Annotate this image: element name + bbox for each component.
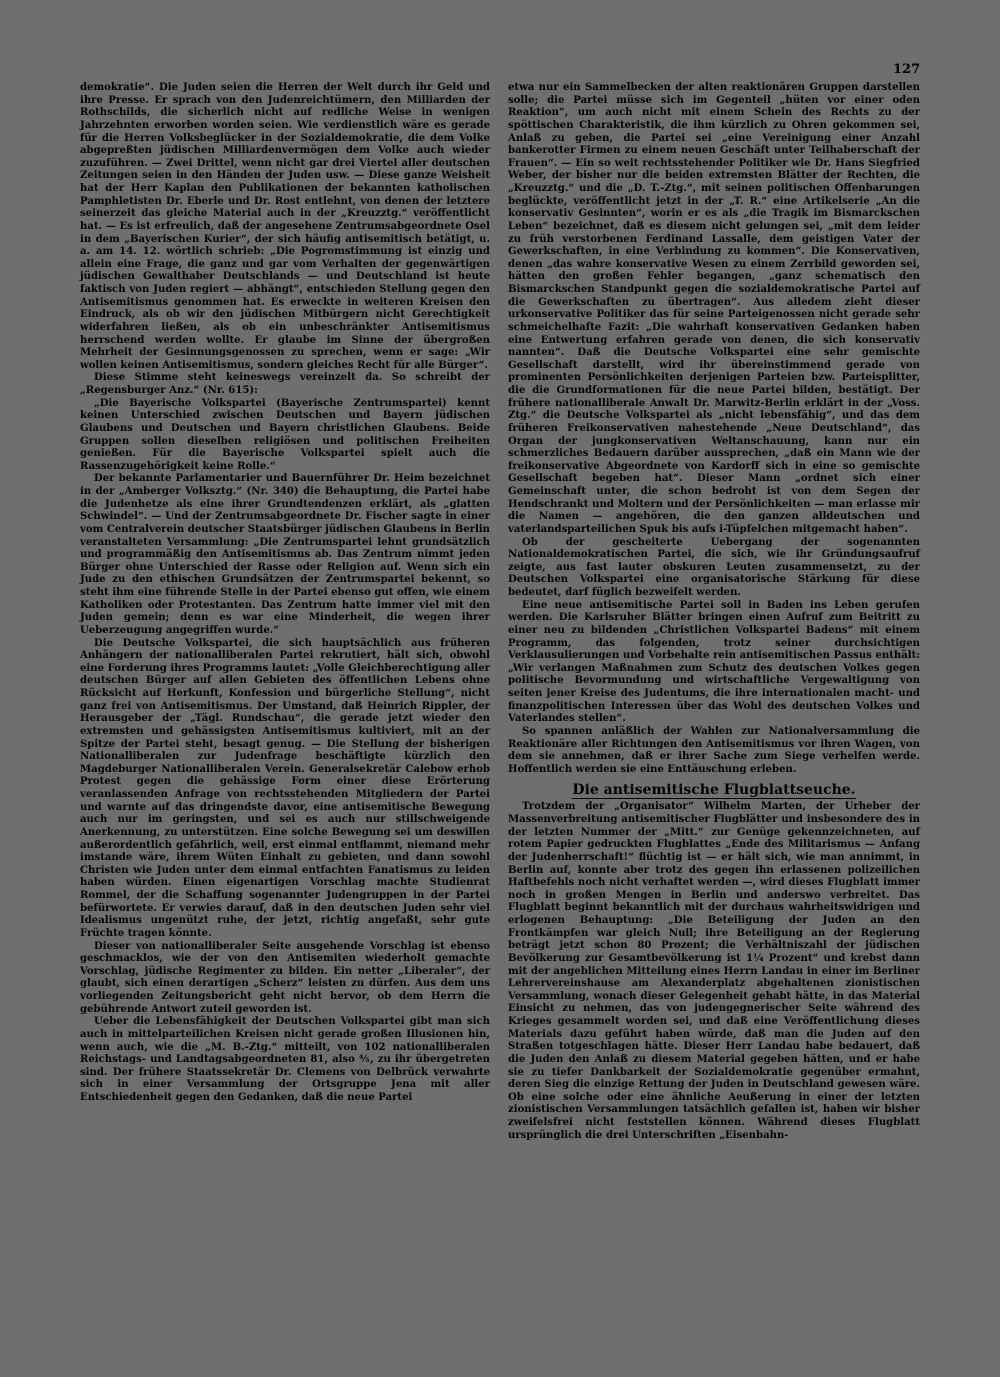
section-heading-text: Die antisemitische Flugblattseuche. [572, 782, 856, 799]
right-paragraph: etwa nur ein Sammelbecken der alten reaktionären Gruppen darstellen solle; die Partei müsse sich im Gegenteil „hüten vor einer oden Reaktion“, um auch nicht mit einem Schein des Rechts zu der spöttischen Charakteristik, die ihm kürzlich zu Ohren gekommen sei, Anlaß zu geben, die Partei sei „eine Vereinigung einer Anzahl bankerotter Firmen zu einem neuen Geschäft unter Teilhaberschaft der Frauen“. — Ein so weit rechtsstehender Politiker wie Dr. Hans Siegfried Weber, der bisher nur die beiden extremsten Blätter der Rechten, die „Kreuzztg.“ und die „D. T.-Ztg.“, mit seinen politischen Offenbarungen beglückte, veröffentlicht jetzt in der „T. R.“ eine Artikelserie „An die konservativ Gesinnten“, worin er es als „die Tragik im Bismarckschen Leben“ bezeichnet, daß es diesem nicht gelungen sei, „mit dem leider zu früh verstorbenen Ferdinand Lassalle, dem geistigen Vater der Gewerkschaften, in eine Verbindung zu kommen“. Die Konservativen, denen „das wahre konservative Wesen zu einem Zerrbild geworden sei, hätten den großen Fehler begangen, „ganz schematisch den Bismarckschen Standpunkt gegen die sozialdemokratische Partei auf die Gewerkschaften zu übertragen“. Aus alledem zieht dieser urkonservative Politiker das für seine Parteigenossen nicht gerade sehr schmeichelhafte Fazit: „Die wahrhaft konservativen Gedanken haben eine Entwertung erfahren gerade von denen, die sich konservativ nannten“. Daß die Deutsche Volkspartei eine sehr gemischte Gesellschaft darstellt, wird ihr übereinstimmend gerade von prominenten Persönlichkeiten derjenigen Parteien bzw. Parteisplitter, die die Grundformationen für die neue Partei bilden, bestätigt. Der frühere nationalliberale Anwalt Dr. Marwitz-Berlin erklärt in der „Voss. Ztg.“ die Deutsche Volkspartei als „nicht lebensfähig“, und das dem früheren Freikonservativen nahestehende „Neue Deutschland“, das Organ der jungkonservativen Weltanschauung, kann nur ein schmerzliches Bedauern darüber aussprechen, „daß ein Mann wie der freikonservative Abgeordnete von Kardorff sich in eine so gemischte Gesellschaft begeben hat“. Dieser Mann „ordnet sich einer Gemeinschaft unter, die schon bedroht ist von dem Segen der Hendschrankt und Moltern und der Persönlichkeiten — man erlasse mir die Namen — angehören, die den ganzen alldeutschen und vaterlandsparteilichen Spuk bis aufs i-Tüpfelchen mitgemacht haben“. [508, 82, 920, 535]
left-paragraph: Dieser von nationalliberaler Seite ausgehende Vorschlag ist ebenso geschmacklos, wie der von den Antisemiten wiederholt gemachte Vorschlag, jüdische Regimenter zu bilden. Ein netter „Liberaler“, der glaubt, sich einen derartigen „Scherz“ leisten zu dürfen. Aus dem uns vorliegenden Zeitungsbericht geht nicht hervor, ob dem Herrn die gebührende Antwort zuteil geworden ist. [80, 940, 490, 1015]
left-paragraph: Der bekannte Parlamentarier und Bauernführer Dr. Heim bezeichnet in der „Amberger Volksztg.“ (Nr. 340) die Behauptung, die Partei habe die Judenhetze als eine ihrer Grundtendenzen erklärt, als „glatten Schwindel“. — Und der Zentrumsabgeordnete Dr. Fischer sagte in einer vom Centralverein deutscher Staatsbürger jüdischen Glaubens in Berlin veranstalteten Versammlung: „Die Zentrumspartei lehnt grundsätzlich und programmäßig den Antisemitismus ab. Das Zentrum nimmt jeden Bürger ohne Unterschied der Rasse oder Religion auf. Wenn sich ein Jude zu den ethischen Grundsätzen der Zentrumspartei bekennt, so steht ihm eine führende Stelle in der Partei ebenso gut offen, wie einem Katholiken oder Protestanten. Das Zentrum hatte immer viel mit den Juden gemein; denn es war eine Minderheit, die wegen ihrer Ueberzeugung angegriffen wurde.“ [80, 473, 490, 636]
left-paragraph: demokratie“. Die Juden seien die Herren der Welt durch ihr Geld und ihre Presse. Er sprach von den Judenreichtümern, den Milliarden der Rothschilds, die sicherlich nicht auf redliche Weise in wenigen Jahrzehnten erworben worden seien. Wie verdienstlich wäre es gerade für die Herren Volksbeglücker in der Sozialdemokratie, die dem Volke abgepreßten jüdischen Milliardenvermögen dem Volke auch wieder zuzuführen. — Zwei Drittel, wenn nicht gar drei Viertel aller deutschen Zeitungen seien in den Händen der Juden usw. — Diese ganze Weisheit hat der Herr Kaplan den Publikationen der bekannten katholischen Pamphletisten Dr. Eberle und Dr. Rost entlehnt, von denen der letztere seinerzeit das gleiche Material auch in der „Kreuzztg.“ veröffentlicht hat. — Es ist erfreulich, daß der angesehene Zentrumsabgeordnete Osel in dem „Bayerischen Kurier“, der sich häufig antisemitisch betätigt, u. a. am 14. 12. wörtlich schrieb: „Die Pogromstimmung ist einzig und allein eine Frage, die ganz und gar vom Verhalten der gegenwärtigen jüdischen Gewalthaber Deutschlands — und Deutschland ist heute faktisch von Juden regiert — abhängt“, entschieden Stellung gegen den Antisemitismus genommen hat. Es erweckte in weiteren Kreisen den Eindruck, als ob wir den jüdischen Mitbürgern nicht Gerechtigkeit widerfahren ließen, als ob ein unbeschränkter Antisemitismus herrschend werden wollte. Er glaube im Sinne der übergroßen Mehrheit der Gesinnungsgenossen zu sprechen, wenn er sage: „Wir wollen keinen Antisemitismus, sondern gleiches Recht für alle Bürger“. [80, 82, 490, 371]
left-paragraph: Diese Stimme steht keineswegs vereinzelt da. So schreibt der „Regensburger Anz.“ (Nr. 615): [80, 372, 490, 396]
page-number: 127 [893, 62, 921, 77]
left-paragraph: „Die Bayerische Volkspartei (Bayerische Zentrumspartei) kennt keinen Unterschied zwischen Deutschen und Bayern jüdischen Glaubens und Deutschen und Bayern christlichen Glaubens. Beide Gruppen sollen dieselben religiösen und politischen Freiheiten genießen. Für die Bayerische Volkspartei spielt auch die Rassenzugehörigkeit keine Rolle.“ [80, 397, 490, 472]
right-paragraph: Ob der gescheiterte Uebergang der sogenannten Nationaldemokratischen Partei, die sich, wie ihr Gründungsaufruf zeigte, aus fast lauter obskuren Leuten zusammensetzt, zu der Deutschen Volkspartei eine organisatorische Stärkung für diese bedeutet, darf füglich bezweifelt werden. [508, 536, 920, 598]
left-column [80, 82, 490, 1105]
left-paragraph: Die Deutsche Volkspartei, die sich hauptsächlich aus früheren Anhängern der nationalliberalen Partei rekrutiert, hält sich, obwohl eine Forderung ihres Programms lautet: „Volle Gleichberechtigung aller deutschen Bürger auf allen Gebieten des öffentlichen Lebens ohne Rücksicht auf Herkunft, Konfession und bürgerliche Stellung“, nicht ganz frei von Antisemitismus. Der Umstand, daß Heinrich Rippler, der Herausgeber der „Tägl. Rundschau“, die gerade jetzt wieder den extremsten und gehässigsten Antisemitismus kultiviert, mit an der Spitze der Partei steht, besagt genug. — Die Stellung der bisherigen Nationalliberalen zur Judenfrage beschäftigte kürzlich den Magdeburger Nationalliberalen Verein. Generalsekretär Calebow erhob Protest gegen die gehässige Form einer diese Erörterung veranlassenden Anfrage von rechtsstehenden Mitgliedern der Partei und warnte auf das dringendste davor, eine antisemitische Bewegung auch nur im geringsten, und sei es auch nur stillschweigende Anerkennung, zu unterstützen. Eine solche Bewegung sei um deswillen außerordentlich gefährlich, weil, erst einmal entflammt, niemand mehr imstande wäre, ihrem Wüten Einhalt zu gebieten, und dann sowohl Christen wie Juden unter dem einmal entfachten Fanatismus zu leiden haben würden. Einen eigenartigen Vorschlag machte Studienrat Rommel, der die Schaffung sogenannter Judengruppen in der Partei befürwortete. Er verwies darauf, daß in den deutschen Juden sehr viel Idealismus ungenützt ruhe, der jetzt, richtig angefaßt, sehr gute Früchte tragen könnte. [80, 637, 490, 939]
right-paragraph: So spannen anläßlich der Wahlen zur Nationalversammlung die Reaktionäre aller Richtungen den Antisemitismus vor ihren Wagen, von dem sie annehmen, daß er ihrer Sache zum Siege verhelfen werde. Hoffentlich werden sie eine Enttäuschung erleben. [508, 725, 920, 775]
section-heading [508, 782, 920, 798]
right-paragraph: Eine neue antisemitische Partei soll in Baden ins Leben gerufen werden. Die Karlsruher Blätter bringen einen Aufruf zum Beitritt zu einer neu zu bildenden „Christlichen Volkspartei Badens“ mit einem Programm, das folgenden, trotz seiner durchsichtigen Verklausulierungen und Vorbehalte rein antisemitischen Passus enthält: „Wir verlangen Maßnahmen zum Schutz des deutschen Volkes gegen politische Bevormundung und wirtschaftliche Vergewaltigung von seiten jener Kreise des Judentums, die ihre internationalen macht- und finanzpolitischen Interessen über das Wohl des deutschen Volkes und Vaterlandes stellen“. [508, 599, 920, 725]
right-column [508, 82, 920, 1142]
right-paragraph: Trotzdem der „Organisator“ Wilhelm Marten, der Urheber der Massenverbreitung antisemitischer Flugblätter und insbesondere des in der letzten Nummer der „Mitt.“ zur Genüge gekennzeichneten, auf rotem Papier gedruckten Flugblattes „Ende des Militarismus — Anfang der Judenherrschaft!“ flüchtig ist — er hält sich, wie man annimmt, in Berlin auf, konnte aber trotz des gegen ihn erlassenen polizeilichen Haftbefehls noch nicht verhaftet werden —, wird dieses Flugblatt immer noch in großen Mengen in Berlin und anderswo verbreitet. Das Flugblatt beginnt bekanntlich mit der durchaus wahrheitswidrigen und erlogenen Behauptung: „Die Beteiligung der Juden an den Frontkämpfen war gleich Null; ihre Beteiligung an der Regierung beträgt jetzt schon 80 Prozent; die Verhältniszahl der jüdischen Bevölkerung zur Gesamtbevölkerung ist 1¼ Prozent“ und krebst dann mit der angeblichen Mitteilung eines Herrn Landau in einer im Berliner Lehrervereinshause am Alexanderplatz abgehaltenen zionistischen Versammlung, wonach dieser Gelegenheit gehabt hätte, in das Material Einsicht zu nehmen, das von judengegnerischer Seite während des Krieges gesammelt worden sei, und daß eine Veröffentlichung dieses Materials dazu geführt haben würde, daß man die Juden auf den Straßen totgeschlagen hätte. Dieser Herr Landau habe bedauert, daß die Juden den Anlaß zu diesem Material gegeben hätten, und er habe sie zu tiefer Dankbarkeit der Sozialdemokratie gegenüber ermahnt, deren Sieg die einzige Rettung der Juden in Deutschland gewesen wäre. Ob eine solche oder eine ähnliche Aeußerung in einer der letzten zionistischen Versammlungen tatsächlich gefallen ist, haben wir bisher zweifelsfrei nicht feststellen können. Während dieses Flugblatt ursprünglich die drei Unterschriften „Eisenbahn- [508, 801, 920, 1141]
left-paragraph: Ueber die Lebensfähigkeit der Deutschen Volkspartei gibt man sich auch in mittelparteilichen Kreisen nicht gerade großen Illusionen hin, wenn auch, wie die „M. B.-Ztg.“ mitteilt, von 102 nationalliberalen Reichstags- und Landtagsabgeordneten 81, also ⅘, zu ihr übergetreten sind. Der frühere Staatssekretär Dr. Clemens von Delbrück verwahrte sich in einer Versammlung der Ortsgruppe Jena mit aller Entschiedenheit gegen den Gedanken, daß die neue Partei [80, 1016, 490, 1103]
